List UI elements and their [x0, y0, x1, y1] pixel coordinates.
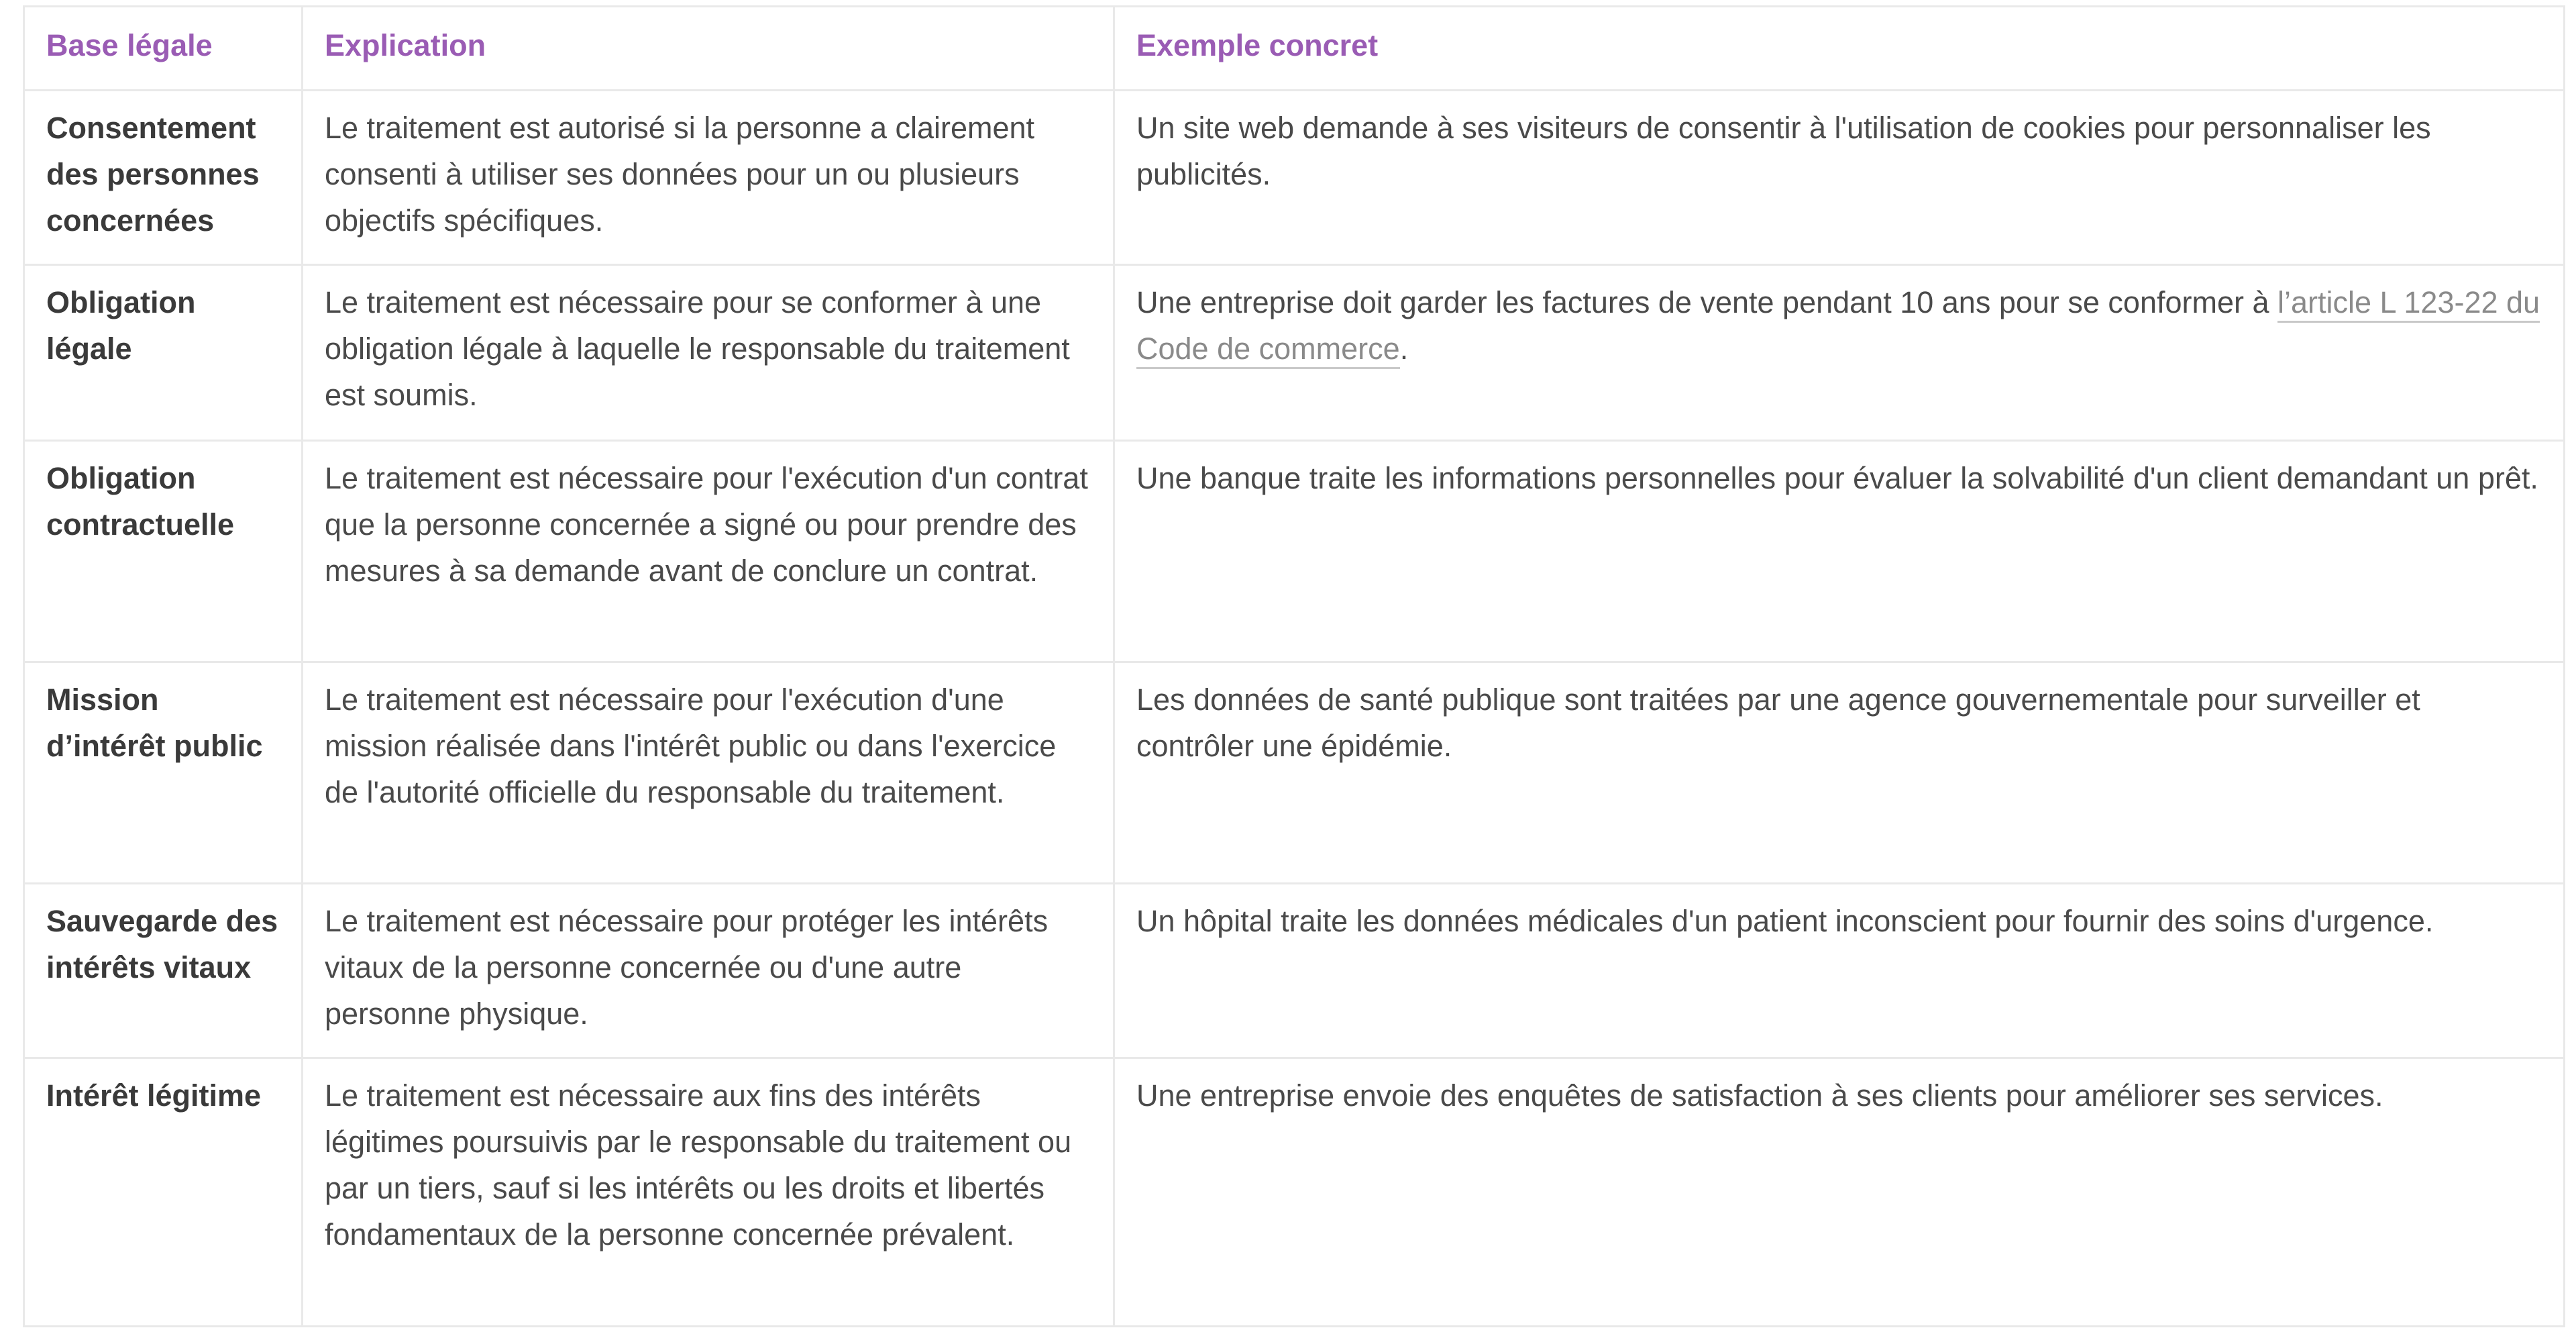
cell-explication: Le traitement est nécessaire pour l'exécution d'un contrat que la personne concernée a signé ou pour prendre des mesures à sa demande avant de conclure un contrat.	[303, 441, 1114, 662]
cell-exemple: Un hôpital traite les données médicales d'un patient inconscient pour fournir des soins d'urgence.	[1114, 884, 2565, 1058]
cell-explication: Le traitement est nécessaire aux fins des intérêts légitimes poursuivis par le responsable du traitement ou par un tiers, sauf si les intérêts ou les droits et libertés fondamentaux de la personne concernée prévalent.	[303, 1058, 1114, 1327]
cell-explication: Le traitement est nécessaire pour protéger les intérêts vitaux de la personne concernée ou d'une autre personne physique.	[303, 884, 1114, 1058]
table-header-row	[24, 7, 2565, 91]
cell-exemple: Les données de santé publique sont traitées par une agence gouvernementale pour surveiller et contrôler une épidémie.	[1114, 662, 2565, 884]
cell-explication: Le traitement est nécessaire pour se conformer à une obligation légale à laquelle le responsable du traitement est soumis.	[303, 265, 1114, 441]
cell-base: Consentement des personnes concernées	[24, 91, 303, 265]
cell-explication: Le traitement est autorisé si la personne a clairement consenti à utiliser ses données pour un ou plusieurs objectifs spécifiques.	[303, 91, 1114, 265]
cell-base: Intérêt légitime	[24, 1058, 303, 1327]
legal-bases-table-container	[23, 5, 2563, 1327]
header-exemple-concret: Exemple concret	[1114, 7, 2565, 91]
table-row	[24, 265, 2565, 441]
table-row	[24, 884, 2565, 1058]
header-base-legale: Base légale	[24, 7, 303, 91]
exemple-text-after: .	[1399, 331, 1409, 366]
cell-base: Obligation légale	[24, 265, 303, 441]
cell-exemple: Une banque traite les informations personnelles pour évaluer la solvabilité d'un client demandant un prêt.	[1114, 441, 2565, 662]
table-row	[24, 662, 2565, 884]
cell-exemple	[1114, 265, 2565, 441]
exemple-text-before: Une entreprise doit garder les factures de vente pendant 10 ans pour se conformer à	[1136, 285, 2278, 319]
cell-base: Mission d’intérêt public	[24, 662, 303, 884]
cell-base: Sauvegarde des intérêts vitaux	[24, 884, 303, 1058]
cell-base: Obligation contractuelle	[24, 441, 303, 662]
table-row	[24, 91, 2565, 265]
article-l123-22-link[interactable]: l’article L 123-22 du Code de commerce	[1136, 285, 2540, 369]
cell-exemple: Une entreprise envoie des enquêtes de satisfaction à ses clients pour améliorer ses services.	[1114, 1058, 2565, 1327]
legal-bases-table	[23, 5, 2565, 1327]
table-row	[24, 441, 2565, 662]
cell-exemple: Un site web demande à ses visiteurs de consentir à l'utilisation de cookies pour personnaliser les publicités.	[1114, 91, 2565, 265]
header-explication: Explication	[303, 7, 1114, 91]
cell-explication: Le traitement est nécessaire pour l'exécution d'une mission réalisée dans l'intérêt public ou dans l'exercice de l'autorité officielle du responsable du traitement.	[303, 662, 1114, 884]
table-row	[24, 1058, 2565, 1327]
